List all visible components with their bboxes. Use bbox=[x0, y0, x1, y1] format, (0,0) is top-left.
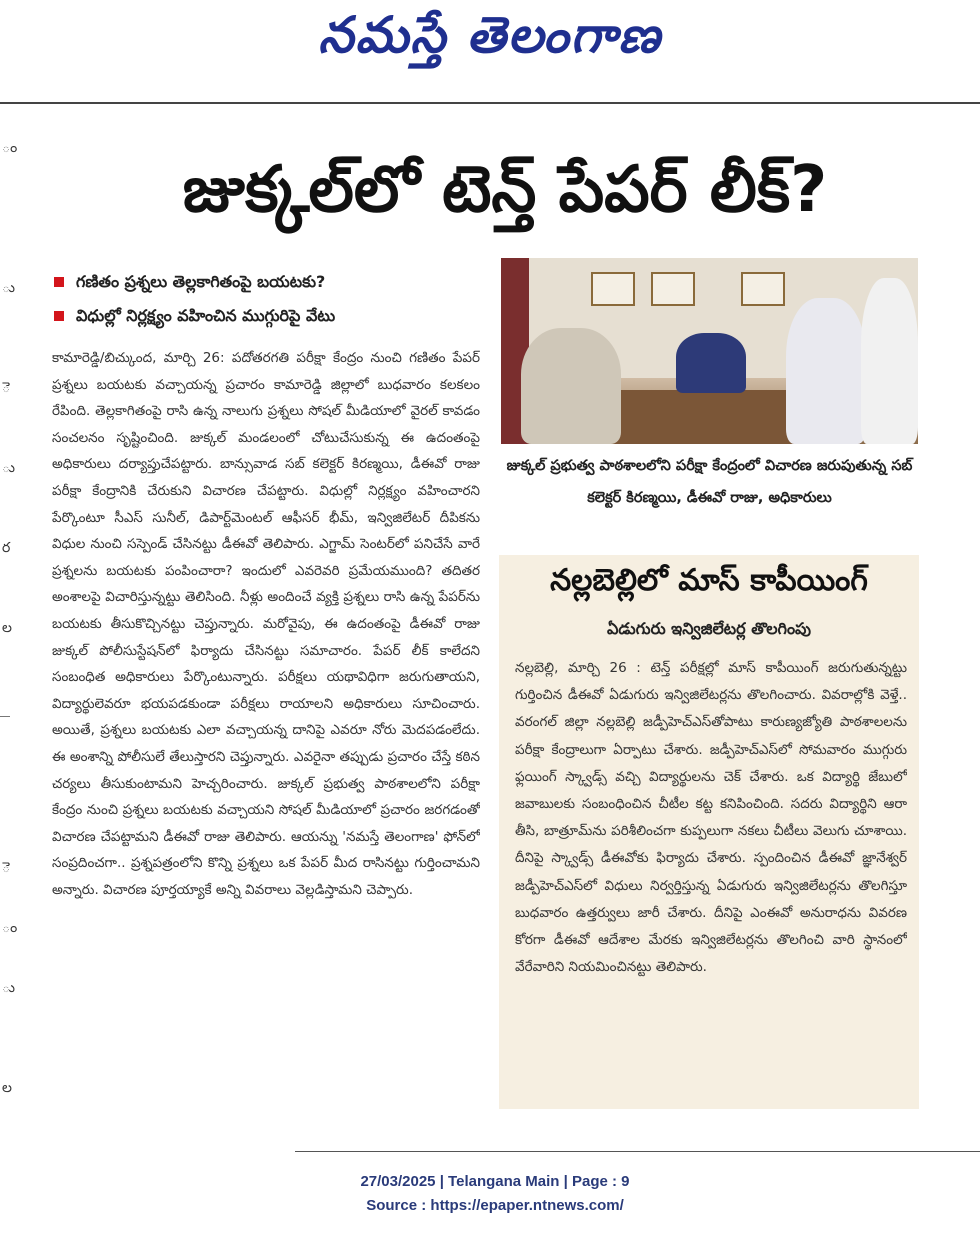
bullet-marker bbox=[54, 277, 64, 287]
bullet-item bbox=[54, 265, 474, 299]
margin-rule bbox=[0, 716, 10, 717]
news-photo bbox=[501, 258, 918, 444]
article-body: కామారెడ్డి/బిచ్కుంద, మార్చి 26: పదోతరగతి పరీక్షా కేంద్రం నుంచి గణితం పేపర్ ప్రశ్నలు బయటకు వచ్చాయన్న ప్రచారం కామారెడ్డి జిల్లాలో బుధవారం కలకలం రేపింది. తెల్లకాగితంపై రాసి ఉన్న నాలుగు ప్రశ్నలు సోషల్ మీడియాలో వైరల్ కావడం సంచలనం సృష్టించింది. జుక్కల్ మండలంలో చోటుచేసుకున్న ఈ ఉదంతంపై అధికారులు దర్యాప్తుచేపట్టారు. బాన్సువాడ సబ్ కలెక్టర్ కిరణ్మయి, డీఈవో రాజు పరీక్షా కేంద్రానికి చేరుకుని విచారణ చేపట్టారు. విధుల్లో నిర్లక్ష్యం వహించారని పేర్కొంటూ సీఎస్ సునీల్, డిపార్ట్‌మెంటల్ ఆఫీసర్ భీమ్, ఇన్విజిలేటర్ దీపికను విధుల నుంచి సస్పెండ్ చేసినట్టు డీఈవో తెలిపారు. ఎగ్జామ్ సెంటర్‌లో పనిచేసే వారే ప్రశ్నలను బయటకు పంపించారా? ఇందులో ఎవరెవరి ప్రమేయముంది? తదితర అంశాలపై విచారిస్తున్నట్టు తెలిసింది. నీళ్లు అందించే వ్యక్తి ప్రశ్నలు రాసి ఉన్న పేపర్‌ను బయటకు తీసుకొచ్చినట్టు చెప్తున్నారు. మరోవైపు, ఈ ఉదంతంపై డీఈవో రాజు జుక్కల్ పోలీసుస్టేషన్‌లో ఫిర్యాదు చేసినట్టు సమాచారం. పేపర్ లీక్ కాలేదని సంబంధిత అధికారులు పేర్కొంటున్నారు. పరీక్షలు యథావిధిగా జరుగుతాయని, విద్యార్థులెవరూ భయపడకుండా పరీక్షలు రాయాలని అధికారులు సూచించారు. అయితే, ప్రశ్నలు బయటకు ఎలా వచ్చాయన్న దానిపై ఎవరూ నోరు మెదపడంలేదు. ఈ అంశాన్ని పోలీసులే తేలుస్తారని చెప్తున్నారు. ఎవరైనా తప్పుడు ప్రచారం చేస్తే కఠిన చర్యలు తీసుకుంటామని హెచ్చరించారు. జుక్కల్ ప్రభుత్వ పాఠశాలలోని పరీక్షా కేంద్రం నుంచి ప్రశ్నలు బయటకు వచ్చాయని సోషల్ మీడియాలో ప్రచారం జరగడంతో విచారణ చేపట్టామని డీఈవో రాజు తెలిపారు. ఆయన్ను 'నమస్తే తెలంగాణ' ఫోన్‌లో సంప్రదించగా.. ప్రశ్నపత్రంలోని కొన్ని ప్రశ్నలు ఒక పేపర్ మీద రాసినట్టు గుర్తించామని అన్నారు. విచారణ పూర్తయ్యాకే అన్ని వివరాలు వెల్లడిస్తామని చెప్పారు. bbox=[52, 350, 480, 898]
masthead-title: నమస్తే తెలంగాణ bbox=[318, 6, 662, 64]
sidebar-title: నల్లబెల్లిలో మాస్ కాపీయింగ్ bbox=[550, 563, 868, 598]
photo-person bbox=[676, 333, 746, 393]
headline: జుక్కల్‌లో టెన్త్ పేపర్ లీక్? bbox=[182, 153, 828, 227]
photo-frame bbox=[741, 272, 785, 306]
photo-person bbox=[521, 328, 621, 444]
sidebar-subtitle: ఏడుగురు ఇన్విజిలేటర్ల తొలగింపు bbox=[606, 619, 812, 638]
photo-frame bbox=[591, 272, 635, 306]
masthead-rule bbox=[0, 102, 980, 104]
photo-person bbox=[861, 278, 918, 444]
photo-frame bbox=[651, 272, 695, 306]
bullet-text: విధుల్లో నిర్లక్ష్యం వహించిన ముగ్గురిపై వేటు bbox=[76, 306, 336, 325]
bullet-item bbox=[54, 299, 474, 333]
footer-rule bbox=[295, 1151, 980, 1152]
bullet-text: గణితం ప్రశ్నలు తెల్లకాగితంపై బయటకు? bbox=[76, 272, 326, 291]
masthead bbox=[0, 0, 980, 100]
bullet-list bbox=[54, 265, 474, 333]
footer-date-line: 27/03/2025 | Telangana Main | Page : 9 bbox=[360, 1173, 630, 1190]
sidebar-box bbox=[499, 555, 919, 1109]
footer-source-link[interactable]: Source : https://epaper.ntnews.com/ bbox=[366, 1197, 624, 1214]
footer bbox=[295, 1170, 695, 1218]
left-margin-fragments: ం ు ె ు ర ల ె ం ు ల bbox=[2, 140, 18, 1096]
sidebar-body: నల్లబెల్లి, మార్చి 26 : టెన్త్ పరీక్షల్లో మాస్ కాపీయింగ్ జరుగుతున్నట్టు గుర్తించిన డీఈవో ఏడుగురు ఇన్విజిలేటర్లను తొలగించారు. వివరాల్లోకి వెళ్తే.. వరంగల్ జిల్లా నల్లబెల్లి జడ్పీహెచ్‌ఎస్‌తోపాటు కారుణ్యజ్యోతి పాఠశాలలను పరీక్షా కేంద్రాలుగా ఏర్పాటు చేశారు. జడ్పీహెచ్‌ఎస్‌లో సోమవారం ముగ్గురు ఫ్లయింగ్ స్క్వాడ్స్ వచ్చి విద్యార్థులను చెక్ చేశారు. ఒక విద్యార్థి జేబులో జవాబులకు సంబంధించిన చీటీల కట్ట కనిపించింది. సదరు విద్యార్థిని ఆరా తీసి, బాత్రూమ్‌ను పరిశీలించగా కుప్పలుగా నకలు చీటీలు వెలుగు చూశాయి. దీనిపై స్క్వాడ్స్ డీఈవోకు ఫిర్యాదు చేశారు. స్పందించిన డీఈవో జ్ఞానేశ్వర్ జడ్పీహెచ్‌ఎస్‌లో విధులు నిర్వర్తిస్తున్న ఏడుగురు ఇన్విజిలేటర్లను తొలగిస్తూ బుధవారం ఉత్తర్వులు జారీ చేశారు. దీనిపై ఎంఈవో అనురాధను వివరణ కోరగా డీఈవో ఆదేశాల మేరకు ఇన్విజిలేటర్లను తొలగించి వారి స్థానంలో వేరేవారిని నియమించినట్టు తెలిపారు. bbox=[515, 660, 907, 976]
photo-person bbox=[786, 298, 866, 444]
photo-caption: జుక్కల్ ప్రభుత్వ పాఠశాలలోని పరీక్షా కేంద్రంలో విచారణ జరుపుతున్న సబ్ కలెక్టర్ కిరణ్మయి, డీఈవో రాజు, అధికారులు bbox=[506, 458, 913, 506]
bullet-marker bbox=[54, 311, 64, 321]
